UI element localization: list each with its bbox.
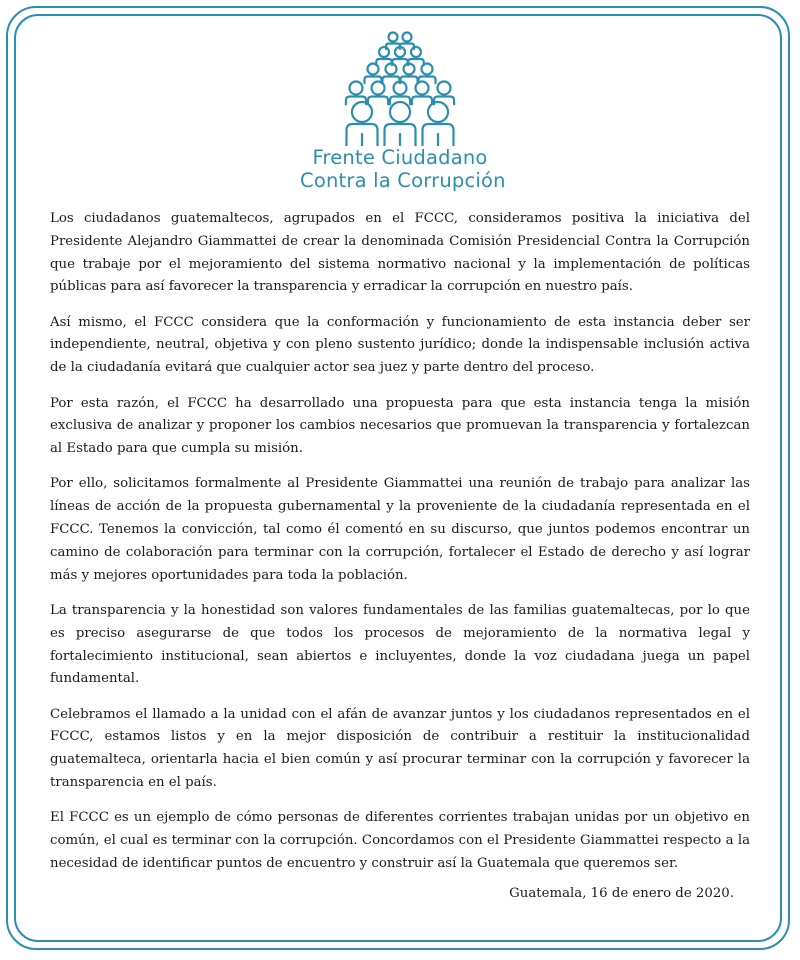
person-head — [372, 82, 385, 95]
logo — [300, 28, 506, 192]
person-head — [438, 82, 451, 95]
person-body — [368, 97, 388, 105]
person-head — [368, 64, 379, 75]
paragraph: Por esta razón, el FCCC ha desarrollado una propuesta para que esta instancia tenga la misión exclusiva de analizar y proponer los cambios necesarios que promuevan la transparencia y fortalezcan al Estado para que cumpla su misión. — [50, 395, 750, 457]
person-head — [352, 102, 372, 122]
person-head — [411, 47, 421, 57]
paragraph: El FCCC es un ejemplo de cómo personas de diferentes corrientes trabajan unidas por un objetivo en común, el cual es terminar con la corrupción. Concordamos con el Presidente Giammattei respecto a la necesidad de identificar puntos de encuentro y construir así la Guatemala que queremos ser. — [50, 810, 750, 871]
paragraph: Por ello, solicitamos formalmente al Presidente Giammattei una reunión de trabajo para analizar las líneas de acción de la propuesta gubernamental y la proveniente de la ciudadanía representada en el FCCC. Tenemos la convicción, tal como él comentó en su discurso, que juntos podemos encontrar un camino de colaboración para terminar con la corrupción, fortalecer el Estado de derecho y así lograr más y mejores oportunidades para toda la población. — [50, 476, 750, 583]
person-head — [389, 33, 398, 42]
person-head — [403, 33, 412, 42]
letter-body — [50, 208, 750, 888]
person-body — [412, 97, 432, 105]
person-head — [379, 47, 389, 57]
person-head — [350, 82, 363, 95]
person-head — [390, 102, 410, 122]
paragraph: Los ciudadanos guatemaltecos, agrupados en el FCCC, consideramos positiva la iniciativa del Presidente Alejandro Giammattei de crear la denominada Comisión Presidencial Contra la Corrupción que trabaje por el mejoramiento del sistema normativo nacional y la implementación de políticas públicas para así favorecer la transparencia y erradicar la corrupción en nuestro país. — [50, 211, 750, 295]
paragraph: Así mismo, el FCCC considera que la conformación y funcionamiento de esta instancia deber ser independiente, neutral, objetiva y con pleno sustento jurídico; donde la indispensable inclusión activa de la ciudadanía evitará que cualquier actor sea juez y parte dentro del proceso. — [50, 314, 750, 376]
paragraph: Celebramos el llamado a la unidad con el afán de avanzar juntos y los ciudadanos representados en el FCCC, estamos listos y en la mejor disposición de contribuir a restituir la institucionalidad guatemalteca, orientarla hacia el bien común y así procurar terminar con la corrupción y favorecer la transparencia en el país. — [50, 706, 750, 791]
people-group-icon — [325, 28, 475, 146]
person-body — [390, 97, 410, 105]
person-head — [428, 102, 448, 122]
person-head — [422, 64, 433, 75]
person-head — [416, 82, 429, 95]
paragraph: La transparencia y la honestidad son valores fundamentales de las familias guatemaltecas, por lo que es preciso asegurarse de que todos los procesos de mejoramiento de la normativa legal y fortalecimiento institucional, sean abiertos e incluyentes, donde la voz ciudadana juega un papel fundamental. — [50, 602, 750, 687]
logo-line-2: Contra la Corrupción — [300, 169, 506, 192]
signature-date: Guatemala, 16 de enero de 2020. — [509, 886, 734, 901]
logo-line-1: Frente Ciudadano — [312, 146, 488, 169]
